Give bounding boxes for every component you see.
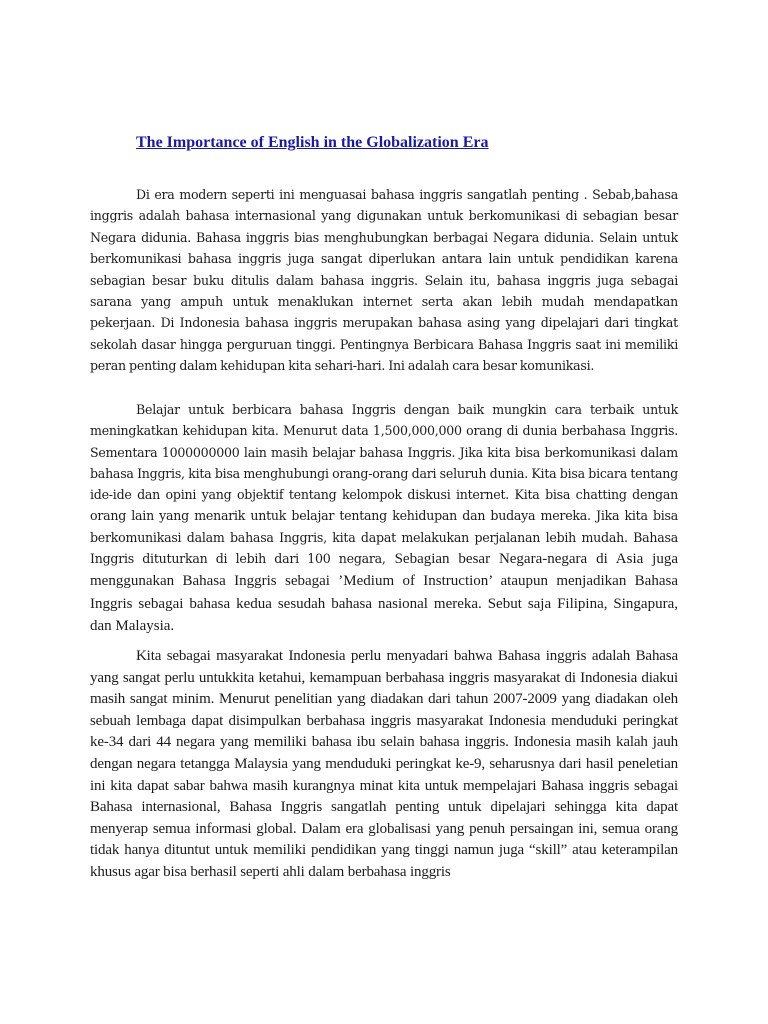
paragraph-2-tail: Sebagian besar Negara-negara di Asia juga menggunakan Bahasa Inggris sebagai ’Medium of Instruction’ ataupun menjadikan Bahasa Inggris sebagai bahasa kedua sesudah bahasa nasional mereka. Sebut saja Filipina, Singapura, dan Malaysia.: [90, 551, 678, 634]
document-title: The Importance of English in the Globalization Era: [136, 134, 489, 151]
paragraph-3: Kita sebagai masyarakat Indonesia perlu menyadari bahwa Bahasa inggris adalah Bahasa yang sangat perlu untukkita ketahui, kemampuan berbahasa inggris masyarakat di Indonesia diakui masih sangat minim. Menurut penelitian yang diadakan dari tahun 2007-2009 yang diadakan oleh sebuah lembaga dapat disimpulkan berbahasa inggris masyarakat Indonesia menduduki peringkat ke-34 dari 44 negara yang memiliki bahasa ibu selain bahasa inggris. Indonesia masih kalah jauh dengan negara tetangga Malaysia yang menduduki peringkat ke-9, seharusnya dari hasil peneletian ini kita dapat sabar bahwa masih kurangnya minat kita untuk mempelajari Bahasa inggris sebagai Bahasa internasional, Bahasa Inggris sangatlah penting untuk dipelajari sehingga kita dapat menyerap semua informasi global. Dalam era globalisasi yang penuh persaingan ini, semua orang tidak hanya dituntut untuk memiliki pendidikan yang tinggi namun juga “skill” atau keterampilan khusus agar bisa berhasil seperti ahli dalam berbahasa inggris: [90, 648, 678, 880]
paragraph-2: [90, 399, 678, 637]
paragraph-2-main: Belajar untuk berbicara bahasa Inggris dengan baik mungkin cara terbaik untuk meningkatkan kehidupan kita. Menurut data 1,500,000,000 orang di dunia berbahasa Inggris. Sementara 1000000000 lain masih belajar bahasa Inggris. Jika kita bisa berkomunikasi dalam bahasa Inggris, kita bisa menghubungi orang-orang dari seluruh dunia. Kita bisa bicara tentang ide-ide dan opini yang objektif tentang kelompok diskusi internet. Kita bisa chatting dengan orang lain yang menarik untuk belajar tentang kehidupan dan budaya mereka. Jika kita bisa berkomunikasi dalam bahasa Inggris, kita dapat melakukan perjalanan lebih mudah. Bahasa Inggris dituturkan di lebih dari 100 negara,: [90, 402, 678, 567]
paragraph-1: Di era modern seperti ini menguasai bahasa inggris sangatlah penting . Sebab,bahasa inggris adalah bahasa internasional yang digunakan untuk berkomunikasi di sebagian besar Negara didunia. Bahasa inggris bias menghubungkan berbagai Negara didunia. Selain untuk berkomunikasi bahasa inggris juga sangat diperlukan antara lain untuk pendidikan karena sebagian besar buku ditulis dalam bahasa inggris. Selain itu, bahasa inggris juga sebagai sarana yang ampuh untuk menaklukan internet serta akan lebih mudah mendapatkan pekerjaan. Di Indonesia bahasa inggris merupakan bahasa asing yang dipelajari dari tingkat sekolah dasar hingga perguruan tinggi. Pentingnya Berbicara Bahasa Inggris saat ini memiliki peran penting dalam kehidupan kita sehari-hari. Ini adalah cara besar komunikasi.: [90, 187, 678, 374]
